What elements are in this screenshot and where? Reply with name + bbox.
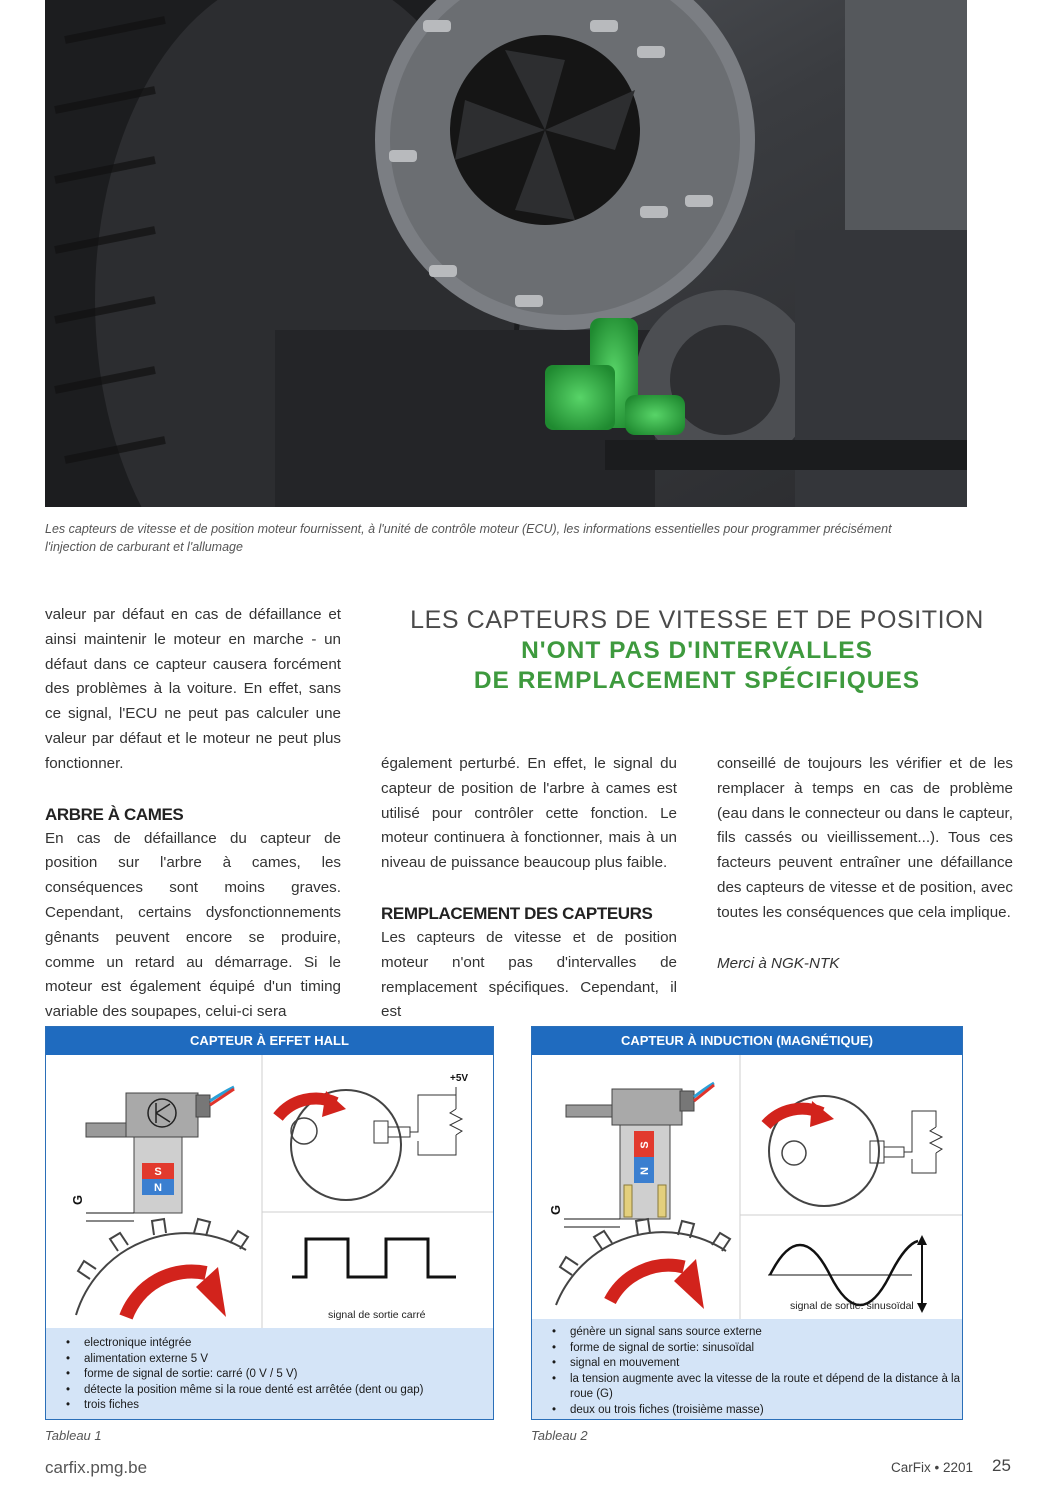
- list-item: • electronique intégrée: [46, 1336, 493, 1352]
- signal-label: signal de sortie: sinusoïdal: [790, 1300, 914, 1312]
- pull-quote-line-2: N'ONT PAS D'INTERVALLES: [521, 637, 873, 664]
- list-item: • détecte la position même si la roue denté est arrêtée (dent ou gap): [46, 1383, 493, 1399]
- article-column-1: [45, 603, 341, 1025]
- magnet-s-label: S: [639, 1141, 651, 1149]
- paragraph: valeur par défaut en cas de défaillance et ainsi maintenir le moteur en marche - un défaut dans ce capteur causera forcément des problèmes à la voiture. En effet, sans ce signal, l'ECU ne peut pas calculer une valeur par défaut et le moteur ne peut plus fonctionner.: [45, 606, 341, 772]
- signal-label: signal de sortie carré: [328, 1309, 426, 1321]
- pull-quote-line-3: DE REMPLACEMENT SPÉCIFIQUES: [473, 667, 921, 694]
- list-item: • forme de signal de sortie: carré (0 V / 5 V): [46, 1367, 493, 1383]
- magazine-issue: CarFix • 2201: [891, 1460, 974, 1475]
- site-link[interactable]: carfix.pmg.be: [45, 1458, 148, 1477]
- list-item: • trois fiches: [46, 1398, 493, 1414]
- paragraph: En cas de défaillance du capteur de position sur l'arbre à cames, les conséquences sont moins graves. Cependant, certains dysfonctionnements gênants peuvent encore se produire, comme un retard au démarrage. Si le moteur est également équipé d'un timing variable des soupapes, celui-ci sera: [45, 829, 341, 1021]
- section-heading: ARBRE À CAMES: [45, 804, 184, 824]
- gap-label: G: [548, 1204, 563, 1215]
- table-hall-sensor: [45, 1026, 494, 1420]
- hall-sensor-illustration: [46, 1055, 493, 1328]
- table-title: CAPTEUR À INDUCTION (MAGNÉTIQUE): [532, 1027, 962, 1055]
- list-item: • génère un signal sans source externe: [532, 1325, 962, 1341]
- magnet-n-label: N: [639, 1167, 651, 1175]
- article-column-3: [717, 752, 1013, 976]
- paragraph: Les capteurs de vitesse et de position moteur n'ont pas d'intervalles de remplacement spécifiques. Cependant, il est: [381, 928, 677, 1021]
- section-heading: REMPLACEMENT DES CAPTEURS: [381, 903, 653, 923]
- feature-list: [46, 1328, 493, 1419]
- induction-sensor-diagram: [532, 1055, 962, 1319]
- hall-sensor-diagram: [46, 1055, 493, 1328]
- list-item: • signal en mouvement: [532, 1356, 962, 1372]
- pull-quote-line-1: LES CAPTEURS DE VITESSE ET DE POSITION: [410, 606, 984, 634]
- paragraph: conseillé de toujours les vérifier et de les remplacer à temps en cas de problème (eau dans le connecteur ou dans le capteur, fils cassés ou vieillissement...). Tous ces facteurs peuvent entraîner une défaillance des capteurs de vitesse et de position, avec toutes les conséquences que cela implique.: [717, 755, 1013, 921]
- voltage-label: +5V: [450, 1073, 469, 1084]
- photo-caption: Les capteurs de vitesse et de position moteur fournissent, à l'unité de contrôle moteur (ECU), les informations essentielles pour programmer précisément l'injection de carburant et l'allumage: [45, 522, 892, 554]
- page-number: 25: [992, 1456, 1011, 1475]
- list-item: • deux ou trois fiches (troisième masse): [532, 1403, 962, 1419]
- pull-quote: [381, 604, 1013, 696]
- list-item: • la tension augmente avec la vitesse de la route et dépend de la distance à la roue (G): [532, 1372, 962, 1403]
- magnet-n-label: N: [154, 1182, 162, 1194]
- paragraph: également perturbé. En effet, le signal du capteur de position de l'arbre à cames est utilisé pour contrôler cette fonction. Le moteur continuera à fonctionner, mais à un niveau de puissance beaucoup plus faible.: [381, 755, 677, 872]
- induction-sensor-illustration: [532, 1055, 962, 1319]
- table-induction-sensor: [531, 1026, 963, 1420]
- gap-label: G: [70, 1194, 85, 1205]
- list-item: • alimentation externe 5 V: [46, 1352, 493, 1368]
- feature-list: [532, 1319, 962, 1419]
- article-column-2: [381, 752, 677, 1025]
- magnet-s-label: S: [154, 1166, 162, 1178]
- signoff: Merci à NGK-NTK: [717, 954, 840, 972]
- engine-crank-sensor-photo: [45, 0, 967, 507]
- table-label: Tableau 1: [45, 1428, 102, 1443]
- list-item: • forme de signal de sortie: sinusoïdal: [532, 1341, 962, 1357]
- article-photo: [45, 0, 967, 507]
- table-label: Tableau 2: [531, 1428, 588, 1443]
- table-title: CAPTEUR À EFFET HALL: [46, 1027, 493, 1055]
